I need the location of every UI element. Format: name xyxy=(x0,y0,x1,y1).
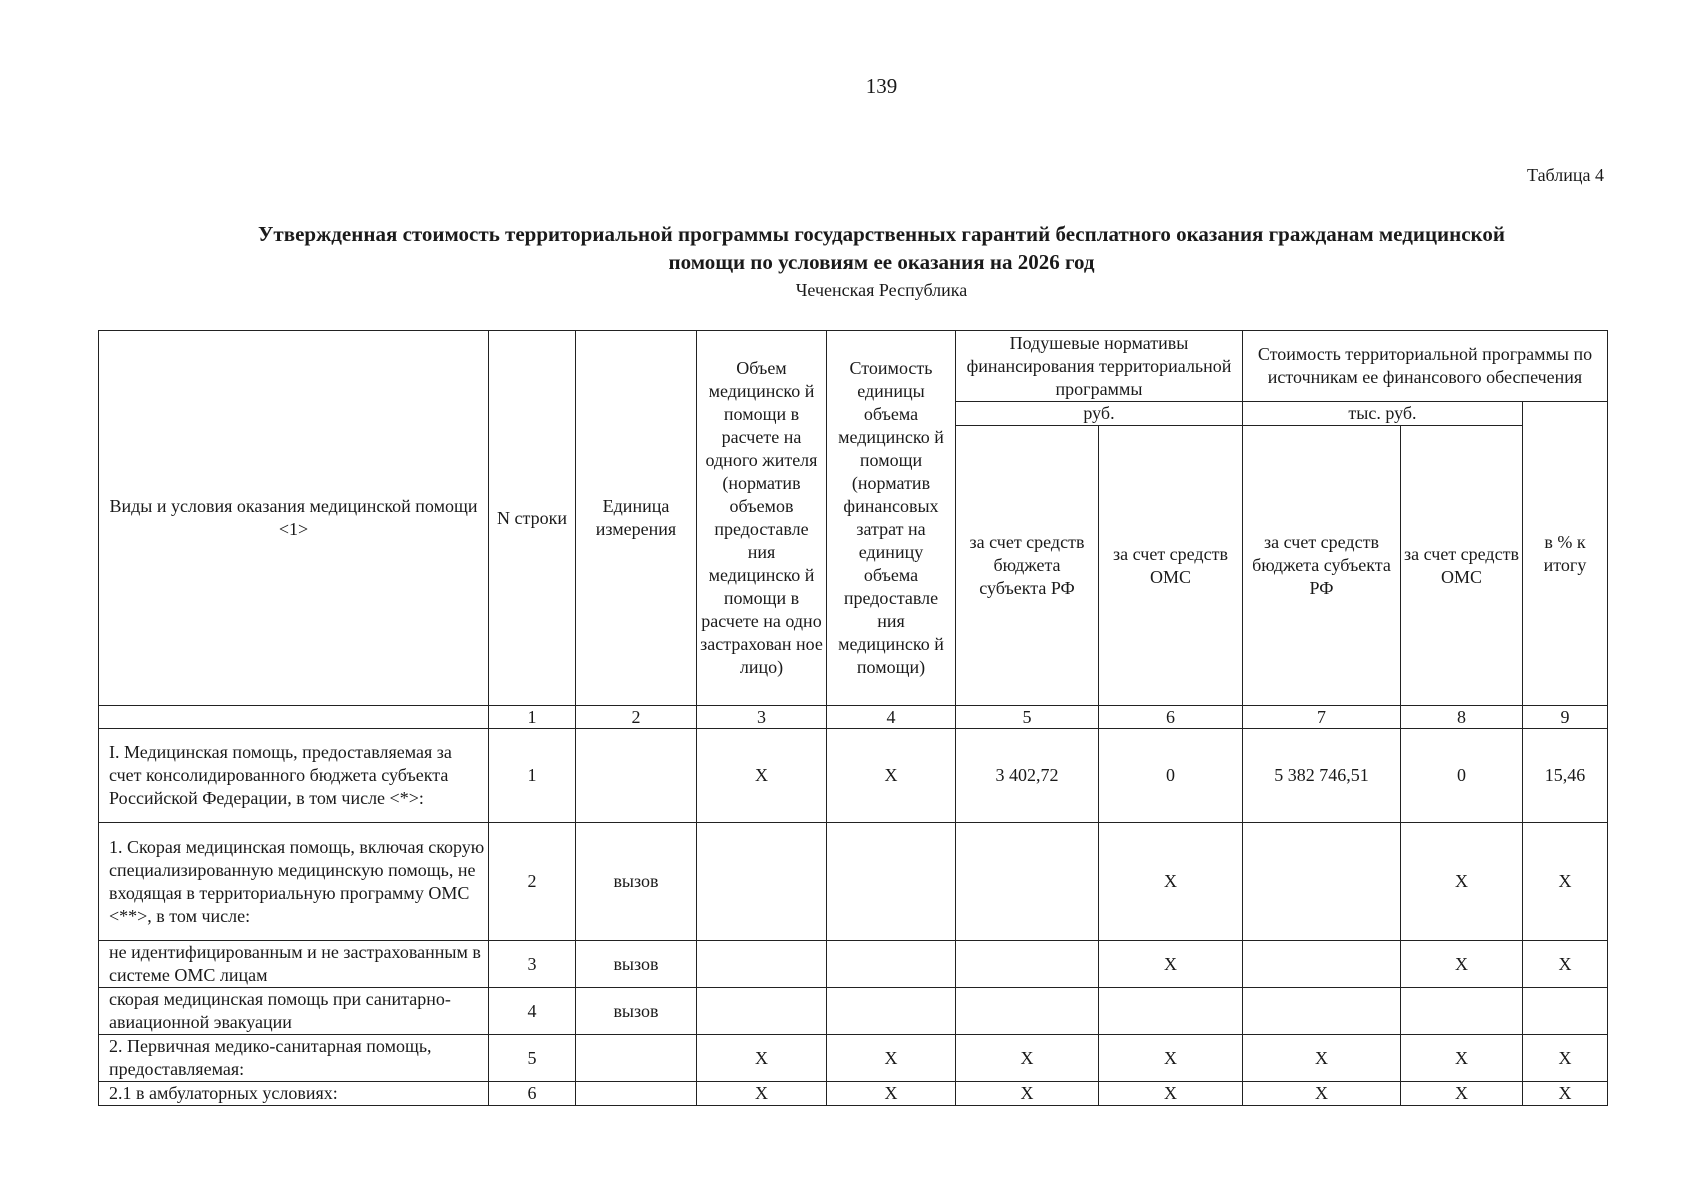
table-cell xyxy=(956,941,1099,988)
table-cell: 0 xyxy=(1401,729,1523,823)
cost-table xyxy=(98,330,1608,1106)
column-number: 5 xyxy=(956,706,1099,729)
region-subtitle: Чеченская Республика xyxy=(795,280,968,300)
table-cell: X xyxy=(1401,1082,1523,1106)
table-cell: X xyxy=(1401,823,1523,941)
table-cell: X xyxy=(697,729,827,823)
table-cell xyxy=(1401,988,1523,1035)
table-row xyxy=(99,1035,1608,1082)
column-number: 6 xyxy=(1099,706,1243,729)
table-cell: 3 xyxy=(489,941,576,988)
table-cell xyxy=(827,941,956,988)
row-label: 1. Скорая медицинская помощь, включая скорую специализированную медицинскую помощь, не входящая в территориальную программу ОМС <**>, в том числе: xyxy=(99,823,489,941)
table-cell xyxy=(576,1082,697,1106)
table-cell: X xyxy=(697,1082,827,1106)
title-line-2: помощи по условиям ее оказания на 2026 год xyxy=(668,250,1095,274)
table-cell: 3 402,72 xyxy=(956,729,1099,823)
table-cell xyxy=(1243,823,1401,941)
table-cell: X xyxy=(1401,941,1523,988)
table-cell: X xyxy=(1243,1035,1401,1082)
table-row xyxy=(99,1082,1608,1106)
header-col6: за счет средств ОМС xyxy=(1099,426,1243,706)
table-cell xyxy=(956,988,1099,1035)
table-cell: X xyxy=(827,1035,956,1082)
header-kind: Виды и условия оказания медицинской помощи <1> xyxy=(99,331,489,706)
table-cell: X xyxy=(956,1035,1099,1082)
table-cell: X xyxy=(1523,1082,1608,1106)
table-cell: X xyxy=(956,1082,1099,1106)
table-cell: X xyxy=(1099,1035,1243,1082)
header-cost-unit: Стоимость единицы объема медицинско й помощи (норматив финансовых затрат на единицу объема предоставле ния медицинско й помощи) xyxy=(827,331,956,706)
table-cell: 4 xyxy=(489,988,576,1035)
table-cell: 0 xyxy=(1099,729,1243,823)
table-cell: X xyxy=(1523,1035,1608,1082)
header-volume: Объем медицинско й помощи в расчете на одного жителя (норматив объемов предоставле ния медицинско й помощи в расчете на одно застрахован ное лицо) xyxy=(697,331,827,706)
column-number-row xyxy=(99,706,1608,729)
table-cell: 2 xyxy=(489,823,576,941)
column-number xyxy=(99,706,489,729)
column-number: 7 xyxy=(1243,706,1401,729)
table-cell: 5 382 746,51 xyxy=(1243,729,1401,823)
table-cell: X xyxy=(1401,1035,1523,1082)
table-cell: X xyxy=(1243,1082,1401,1106)
table-cell: X xyxy=(1099,941,1243,988)
table-cell: X xyxy=(697,1035,827,1082)
table-cell: X xyxy=(827,1082,956,1106)
table-cell: вызов xyxy=(576,823,697,941)
row-label: 2. Первичная медико-санитарная помощь, предоставляемая: xyxy=(99,1035,489,1082)
header-program-cost: Стоимость территориальной программы по источникам ее финансового обеспечения xyxy=(1243,331,1608,402)
row-label: скорая медицинская помощь при санитарно-авиационной эвакуации xyxy=(99,988,489,1035)
table-row xyxy=(99,988,1608,1035)
page-number: 139 xyxy=(865,74,898,98)
table-label: Таблица 4 xyxy=(1527,165,1604,185)
header-row-1 xyxy=(99,331,1608,402)
table-cell xyxy=(1099,988,1243,1035)
table-cell xyxy=(576,1035,697,1082)
header-row-number: N строки xyxy=(489,331,576,706)
header-unit: Единица измерения xyxy=(576,331,697,706)
column-number: 3 xyxy=(697,706,827,729)
table-cell: X xyxy=(1099,1082,1243,1106)
header-rub: руб. xyxy=(956,402,1243,426)
column-number: 9 xyxy=(1523,706,1608,729)
table-cell: X xyxy=(1099,823,1243,941)
document-title xyxy=(90,220,1673,276)
row-label: не идентифицированным и не застрахованным в системе ОМС лицам xyxy=(99,941,489,988)
table-cell: X xyxy=(1523,823,1608,941)
table-cell: 1 xyxy=(489,729,576,823)
table-cell xyxy=(697,941,827,988)
table-cell xyxy=(1243,988,1401,1035)
table-cell xyxy=(827,823,956,941)
table-row xyxy=(99,823,1608,941)
row-label: 2.1 в амбулаторных условиях: xyxy=(99,1082,489,1106)
table-cell: 5 xyxy=(489,1035,576,1082)
table-cell xyxy=(697,988,827,1035)
table-cell: 6 xyxy=(489,1082,576,1106)
row-label: I. Медицинская помощь, предоставляемая за счет консолидированного бюджета субъекта Российской Федерации, в том числе <*>: xyxy=(99,729,489,823)
table-cell xyxy=(1243,941,1401,988)
header-col5: за счет средств бюджета субъекта РФ xyxy=(956,426,1099,706)
table-row xyxy=(99,729,1608,823)
column-number: 1 xyxy=(489,706,576,729)
table-cell xyxy=(956,823,1099,941)
header-col7: за счет средств бюджета субъекта РФ xyxy=(1243,426,1401,706)
table-cell: X xyxy=(1523,941,1608,988)
header-thous-rub: тыс. руб. xyxy=(1243,402,1523,426)
title-line-1: Утвержденная стоимость территориальной программы государственных гарантий бесплатного оказания гражданам медицинской xyxy=(258,222,1505,246)
table-cell xyxy=(1523,988,1608,1035)
table-cell xyxy=(827,988,956,1035)
header-col8: за счет средств ОМС xyxy=(1401,426,1523,706)
table-cell: вызов xyxy=(576,988,697,1035)
table-cell: вызов xyxy=(576,941,697,988)
table-cell: 15,46 xyxy=(1523,729,1608,823)
table-row xyxy=(99,941,1608,988)
header-per-capita: Подушевые нормативы финансирования территориальной программы xyxy=(956,331,1243,402)
column-number: 4 xyxy=(827,706,956,729)
table-cell: X xyxy=(827,729,956,823)
table-cell xyxy=(576,729,697,823)
column-number: 2 xyxy=(576,706,697,729)
column-number: 8 xyxy=(1401,706,1523,729)
header-col9: в % к итогу xyxy=(1523,402,1608,706)
table-cell xyxy=(697,823,827,941)
